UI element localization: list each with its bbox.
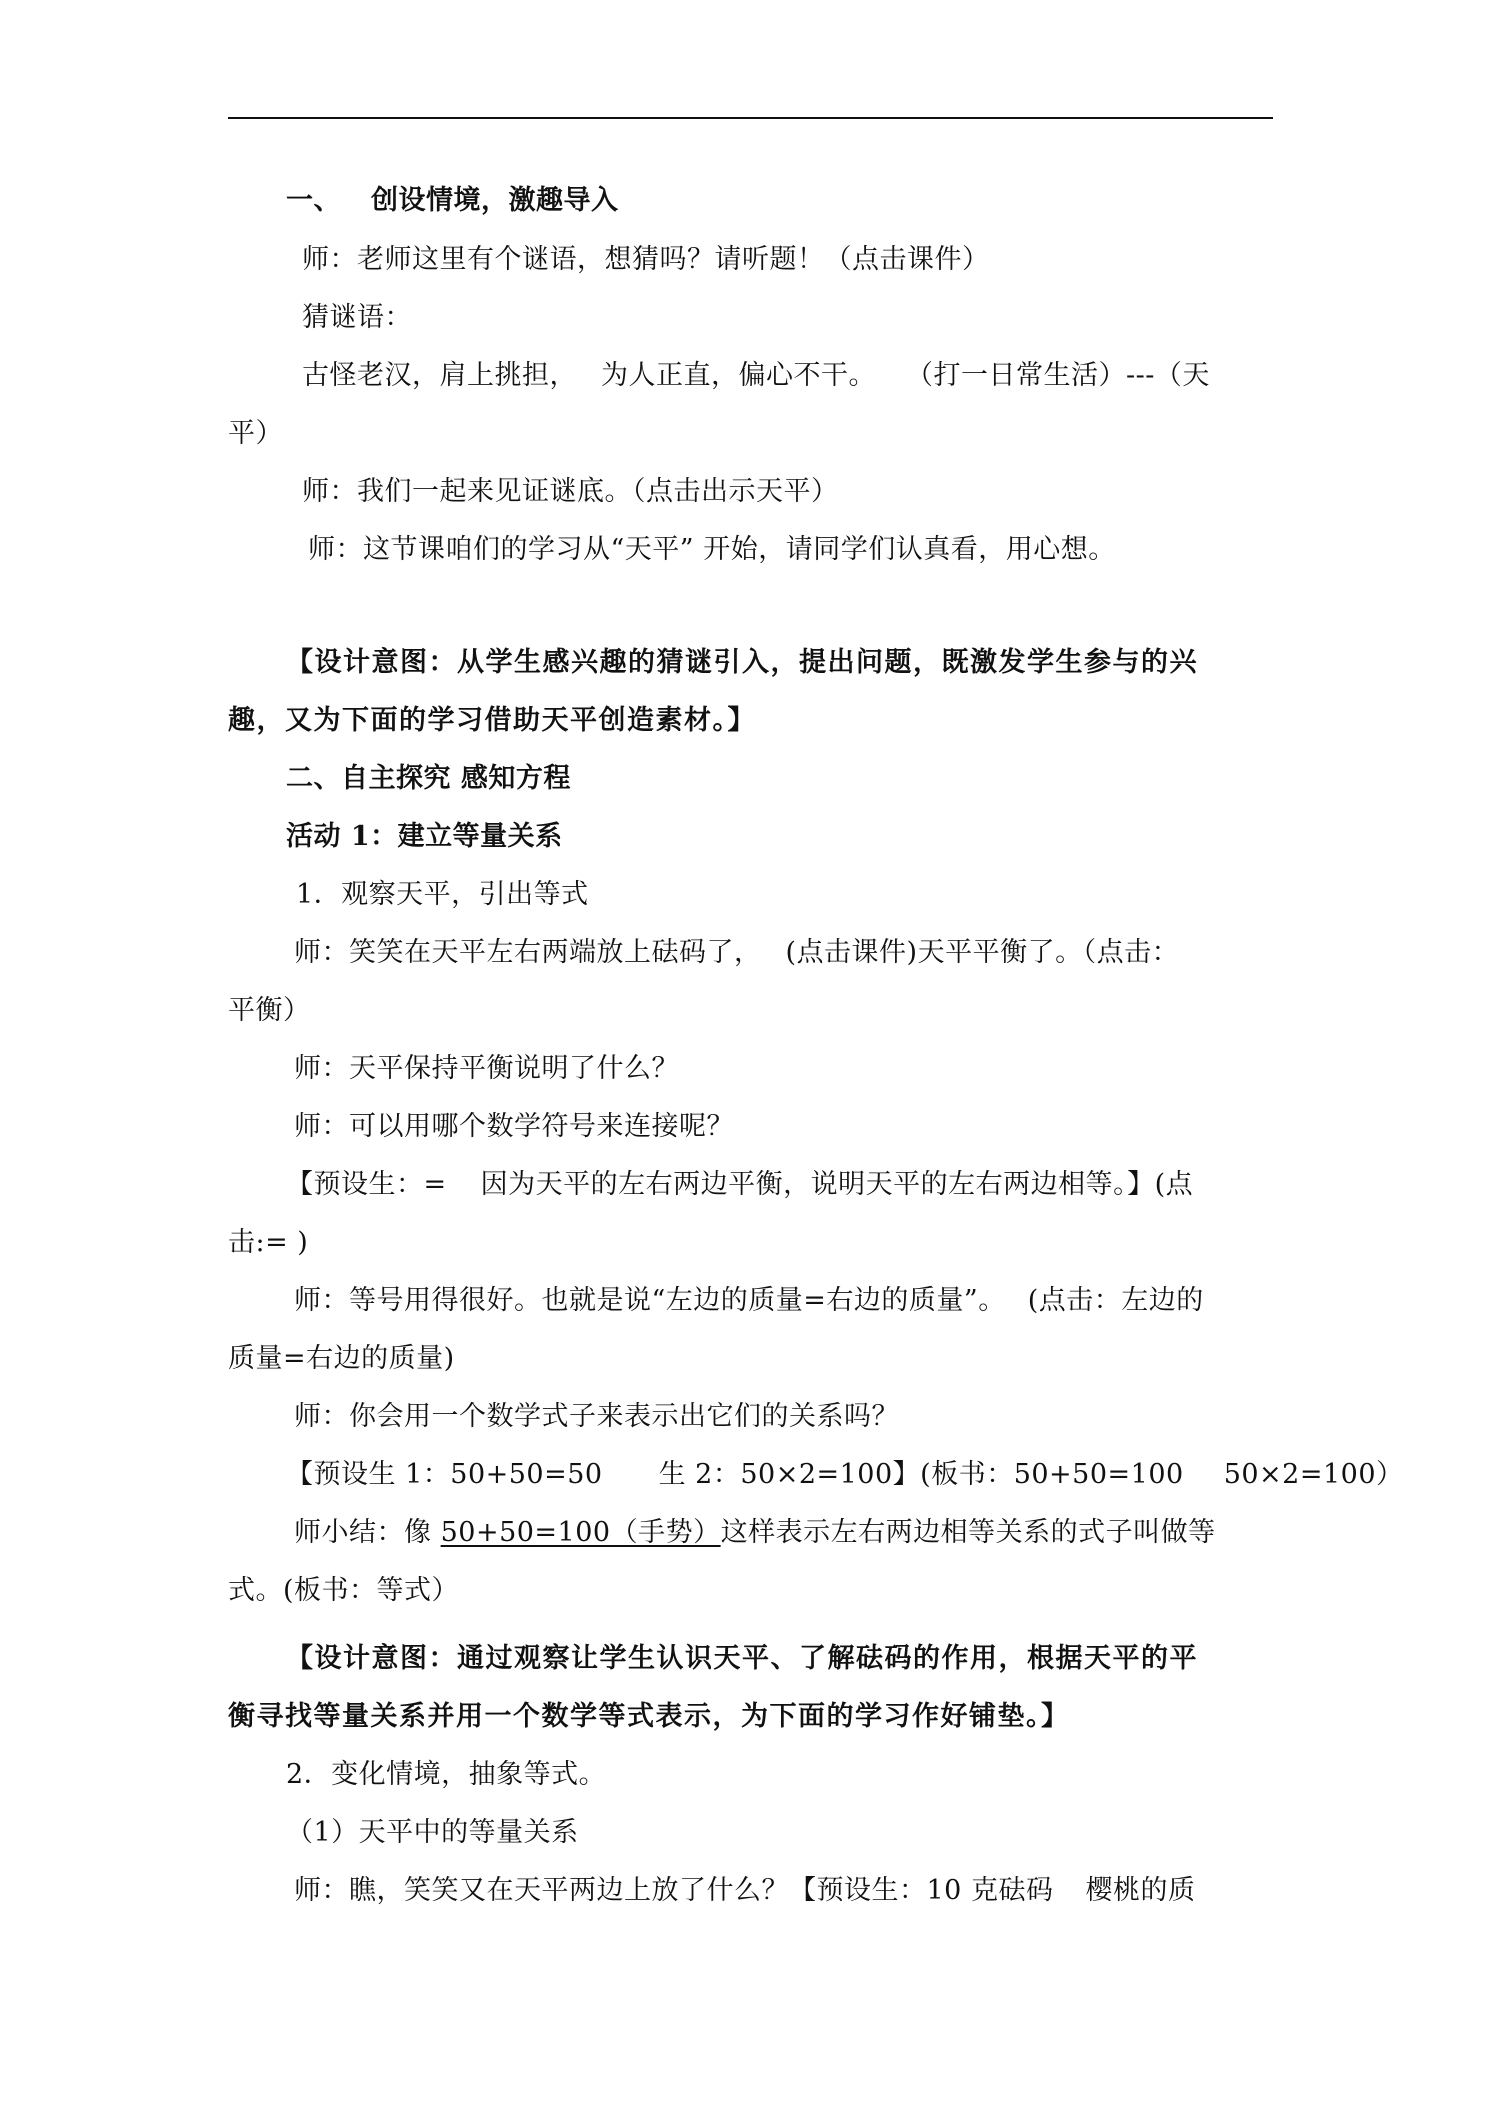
paragraph: 师：我们一起来见证谜底。（点击出示天平） [302, 476, 839, 507]
paragraph: 质量=右边的质量) [228, 1343, 455, 1374]
text-part: (点击：左边的 [1027, 1285, 1204, 1316]
paragraph [294, 1871, 1195, 1911]
text-part: 师：等号用得很好。也就是说“左边的质量=右边的质量”。 [294, 1285, 1006, 1316]
text-part: 师小结：像 [294, 1517, 441, 1548]
text-part: 【预设生 1：50+50=50 [286, 1459, 603, 1490]
section-2-heading: 二、自主探究 感知方程 [286, 763, 571, 794]
text-part: 师：笑笑在天平左右两端放上砝码了， [294, 937, 762, 968]
header-rule [228, 117, 1273, 119]
text-part: 师：瞧，笑笑又在天平两边上放了什么？【预设生：10 克砝码 [294, 1875, 1054, 1906]
text-part: 樱桃的质 [1085, 1875, 1196, 1906]
text-part: 生 2：50×2=100】(板书：50+50=100 [658, 1459, 1184, 1490]
paragraph: 平衡） [228, 995, 311, 1026]
section-1-number: 一、 [286, 185, 341, 216]
design-intent: 【设计意图：通过观察让学生认识天平、了解砝码的作用，根据天平的平 [286, 1643, 1198, 1674]
section-1-title: 创设情境，激趣导入 [371, 185, 619, 216]
riddle-hint: （打一日常生活）---（天 [906, 360, 1210, 391]
riddle-part: 为人正直，偏心不干。 [601, 360, 876, 391]
text-part: 50×2=100） [1223, 1459, 1404, 1490]
summary [294, 1513, 1216, 1553]
paragraph [294, 933, 1179, 973]
paragraph: 平） [228, 418, 283, 449]
riddle-line [302, 356, 1210, 396]
text-part: 【预设生：= [286, 1169, 447, 1200]
paragraph [294, 1281, 1204, 1321]
paragraph: 师：可以用哪个数学符号来连接呢？ [294, 1111, 734, 1142]
text-part: 因为天平的左右两边平衡，说明天平的左右两边相等。】(点 [480, 1169, 1194, 1200]
paragraph: 猜谜语： [302, 302, 412, 333]
sub-heading: （1）天平中的等量关系 [286, 1817, 579, 1848]
paragraph: 师：你会用一个数学式子来表示出它们的关系吗？ [294, 1401, 899, 1432]
preset-answer [286, 1165, 1193, 1205]
section-1-heading [286, 181, 619, 221]
text-part: 这样表示左右两边相等关系的式子叫做等 [720, 1517, 1216, 1548]
paragraph: 师：天平保持平衡说明了什么？ [294, 1053, 679, 1084]
underlined-example: 50+50=100（手势） [440, 1517, 721, 1548]
activity-heading: 活动 1：建立等量关系 [286, 821, 563, 852]
riddle-part: 古怪老汉，肩上挑担， [302, 360, 577, 391]
paragraph: 师：老师这里有个谜语，想猜吗？请听题！（点击课件） [302, 244, 990, 275]
design-intent: 【设计意图：从学生感兴趣的猜谜引入，提出问题，既激发学生参与的兴 [286, 647, 1198, 678]
preset-answer [286, 1455, 1404, 1495]
design-intent: 衡寻找等量关系并用一个数学等式表示，为下面的学习作好铺垫。】 [228, 1701, 1070, 1732]
text-part: (点击课件)天平平衡了。（点击： [785, 937, 1180, 968]
paragraph: 师：这节课咱们的学习从“天平” 开始，请同学们认真看，用心想。 [308, 534, 1116, 565]
step-heading: 2．变化情境，抽象等式。 [286, 1759, 607, 1790]
step-heading: 1．观察天平，引出等式 [296, 879, 589, 910]
paragraph: 式。(板书：等式） [228, 1575, 460, 1606]
design-intent: 趣，又为下面的学习借助天平创造素材。】 [228, 705, 756, 736]
paragraph: 击:= ) [228, 1227, 309, 1258]
